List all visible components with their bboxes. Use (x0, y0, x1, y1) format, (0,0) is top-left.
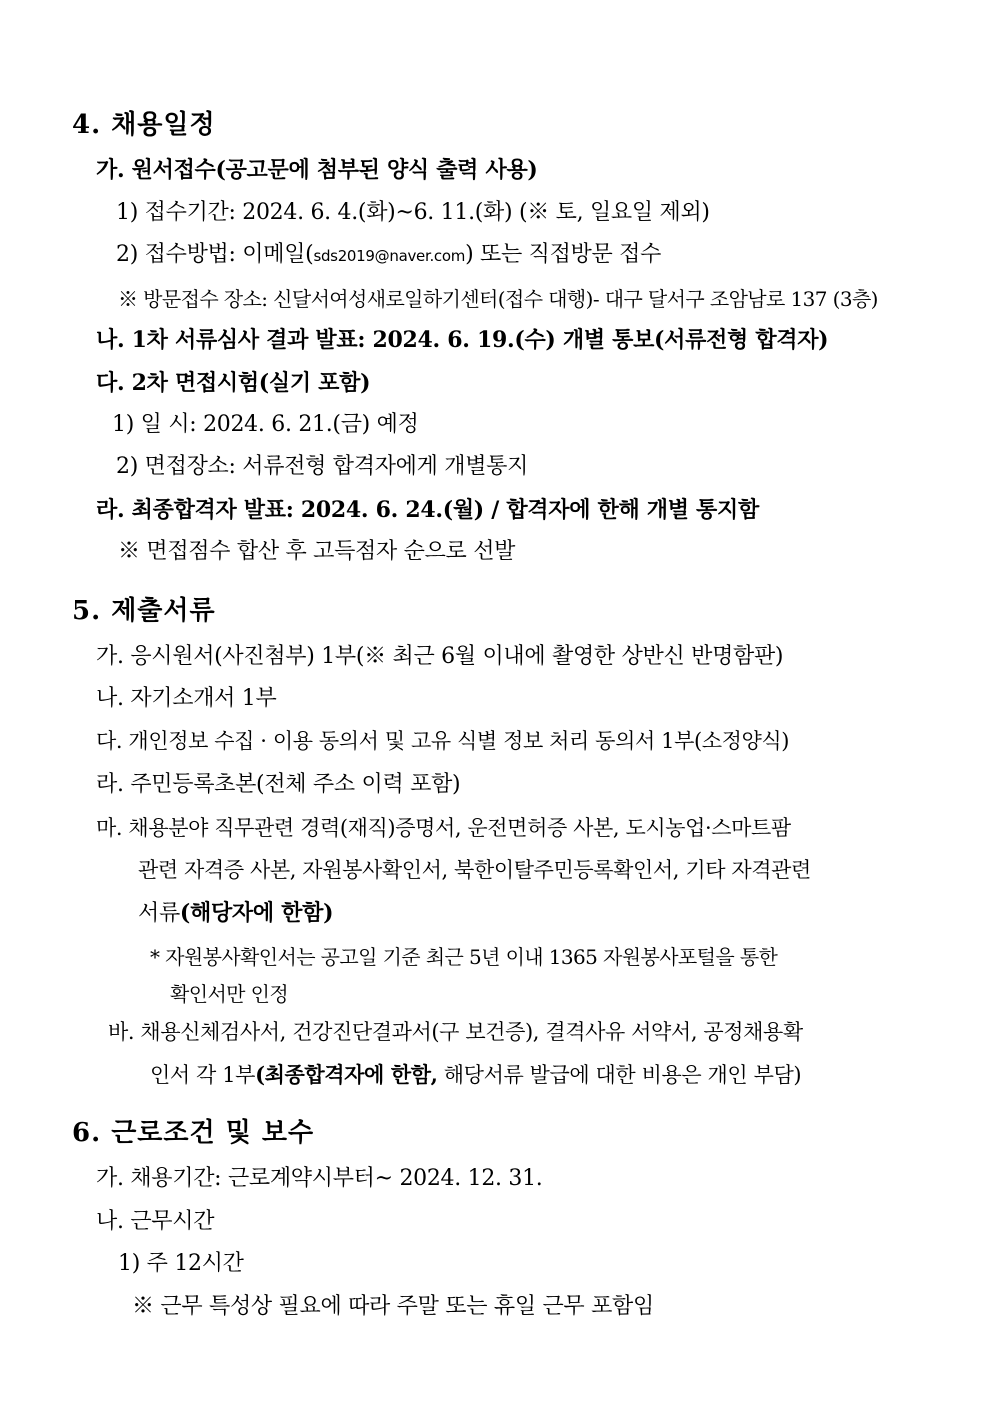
section-6-heading: 6. 근로조건 및 보수 (72, 1118, 315, 1148)
s5-ma-note-line1: * 자원봉사확인서는 공고일 기준 최근 5년 이내 1365 자원봉사포털을 통한 (150, 945, 778, 969)
s4-ra-note: ※ 면접점수 합산 후 고득점자 순으로 선발 (118, 539, 516, 564)
s5-ba-cost-note: 해당서류 발급에 대한 비용은 개인 부담) (437, 1063, 802, 1087)
s5-item-ba-line1: 바. 채용신체검사서, 건강진단결과서(구 보건증), 결격사유 서약서, 공정채용확 (108, 1020, 803, 1044)
s6-item-ga: 가. 채용기간: 근로계약시부터~ 2024. 12. 31. (96, 1166, 543, 1191)
s4-ga-visit-note: ※ 방문접수 장소: 신달서여성새로일하기센터(접수 대행)- 대구 달서구 조암남로 137 (3층) (118, 287, 878, 311)
s6-na-hours: 1) 주 12시간 (118, 1251, 244, 1276)
s4-item-ra: 라. 최종합격자 발표: 2024. 6. 24.(월) / 합격자에 한해 개별 통지함 (96, 497, 759, 523)
s5-item-ma-line2: 관련 자격증 사본, 자원봉사확인서, 북한이탈주민등록확인서, 기타 자격관련 (138, 858, 811, 882)
s4-da-datetime: 1) 일 시: 2024. 6. 21.(금) 예정 (112, 412, 419, 437)
s4-ga-period: 1) 접수기간: 2024. 6. 4.(화)~6. 11.(화) (※ 토, 일요일 제외) (116, 200, 710, 225)
s4-item-na: 나. 1차 서류심사 결과 발표: 2024. 6. 19.(수) 개별 통보(서류전형 합격자) (96, 327, 829, 353)
s4-da-place: 2) 면접장소: 서류전형 합격자에게 개별통지 (116, 454, 529, 479)
s5-ma-note-line2: 확인서만 인정 (170, 982, 289, 1006)
s4-item-ga: 가. 원서접수(공고문에 첨부된 양식 출력 사용) (96, 157, 538, 183)
s5-item-da: 다. 개인정보 수집 · 이용 동의서 및 고유 식별 정보 처리 동의서 1부(소정양식) (96, 729, 790, 753)
email-address: sds2019@naver.com (313, 247, 466, 265)
s6-na-note: ※ 근무 특성상 필요에 따라 주말 또는 휴일 근무 포함임 (132, 1294, 654, 1319)
section-4-heading: 4. 채용일정 (72, 110, 216, 140)
s4-item-da: 다. 2차 면접시험(실기 포함) (96, 370, 371, 396)
s4-ga-method (116, 240, 661, 271)
s5-item-ma-line3 (138, 898, 333, 929)
s5-item-ba-line2 (150, 1060, 801, 1090)
s4-ga-method-suffix: ) 또는 직접방문 접수 (465, 242, 662, 267)
s5-ba-one-copy: 인서 각 1부 (150, 1063, 256, 1087)
s5-ba-final-only: (최종합격자에 한함, (255, 1062, 438, 1087)
s5-item-na: 나. 자기소개서 1부 (96, 686, 277, 711)
s5-item-ma-line1: 마. 채용분야 직무관련 경력(재직)증명서, 운전면허증 사본, 도시농업·스마트팜 (96, 816, 791, 840)
s6-item-na: 나. 근무시간 (96, 1209, 215, 1234)
section-5-heading: 5. 제출서류 (72, 596, 216, 626)
s5-item-ra: 라. 주민등록초본(전체 주소 이력 포함) (96, 772, 461, 797)
s5-item-ga: 가. 응시원서(사진첨부) 1부(※ 최근 6월 이내에 촬영한 상반신 반명함판) (96, 644, 784, 669)
s5-ma-applicable-only: (해당자에 한함) (179, 900, 334, 926)
s5-ma-documents: 서류 (138, 901, 180, 926)
s4-ga-method-prefix: 2) 접수방법: 이메일( (116, 242, 314, 267)
